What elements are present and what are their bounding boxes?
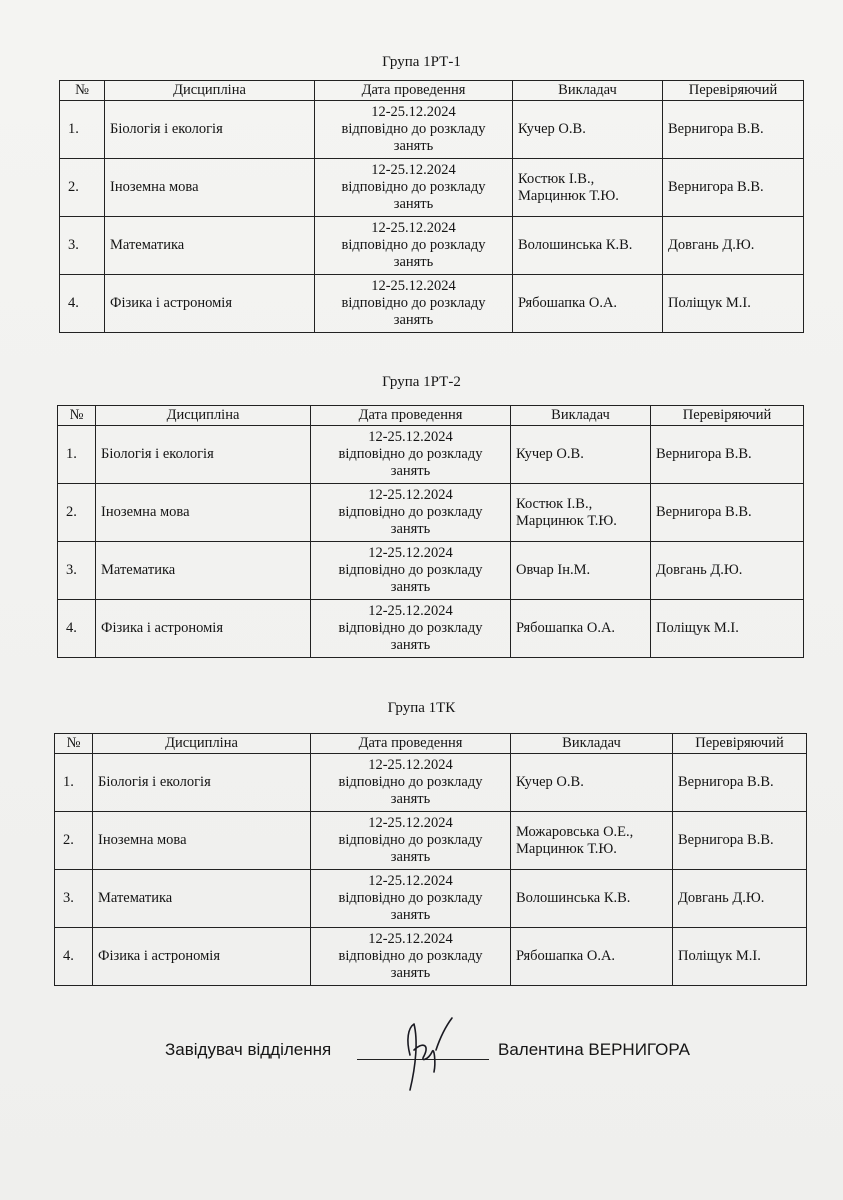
row-teacher <box>511 542 651 600</box>
row-teacher <box>511 426 651 484</box>
date-note: відповідно до розкладу <box>338 562 483 578</box>
row-discipline: Фізика і астрономія <box>93 928 311 986</box>
table-row <box>60 217 804 275</box>
row-checker: Довгань Д.Ю. <box>663 217 804 275</box>
row-num: 4. <box>55 928 93 986</box>
row-discipline: Математика <box>105 217 315 275</box>
date-note: відповідно до розкладу <box>341 295 486 311</box>
date-note-end: занять <box>390 637 431 653</box>
row-checker: Довгань Д.Ю. <box>651 542 804 600</box>
row-date <box>315 217 513 275</box>
table-row <box>60 101 804 159</box>
date-note-end: занять <box>393 196 434 212</box>
row-num: 1. <box>60 101 105 159</box>
table-header-row <box>58 406 804 426</box>
row-date <box>311 542 511 600</box>
table-row <box>58 542 804 600</box>
row-checker: Довгань Д.Ю. <box>673 870 807 928</box>
handwritten-signature <box>380 1010 470 1100</box>
date-range: 12-25.12.2024 <box>371 104 456 120</box>
group-title-1rt1: Група 1РТ-1 <box>382 54 461 70</box>
row-checker: Вернигора В.В. <box>673 754 807 812</box>
table-row <box>58 426 804 484</box>
date-note-end: занять <box>393 138 434 154</box>
header-teacher: Викладач <box>511 406 651 426</box>
row-num: 2. <box>60 159 105 217</box>
row-date <box>311 484 511 542</box>
date-note: відповідно до розкладу <box>341 237 486 253</box>
row-discipline: Біологія і екологія <box>93 754 311 812</box>
row-discipline: Математика <box>93 870 311 928</box>
date-note: відповідно до розкладу <box>338 774 483 790</box>
table-row <box>55 870 807 928</box>
row-teacher <box>511 870 673 928</box>
table-row <box>58 600 804 658</box>
row-teacher <box>513 159 663 217</box>
date-note-end: занять <box>390 579 431 595</box>
schedule-table-1tk <box>54 733 807 986</box>
row-discipline: Біологія і екологія <box>96 426 311 484</box>
row-checker: Поліщук М.І. <box>673 928 807 986</box>
table-row <box>55 812 807 870</box>
header-num: № <box>60 81 105 101</box>
teacher-name-2: Марцинюк Т.Ю. <box>518 187 619 204</box>
table-row <box>55 754 807 812</box>
header-date: Дата проведення <box>311 734 511 754</box>
header-date: Дата проведення <box>315 81 513 101</box>
signer-role: Завідувач відділення <box>165 1040 332 1059</box>
table-row <box>55 928 807 986</box>
row-num: 1. <box>58 426 96 484</box>
date-note: відповідно до розкладу <box>338 620 483 636</box>
row-date <box>311 754 511 812</box>
teacher-name: Можаровська О.Е., <box>516 823 634 840</box>
teacher-name: Кучер О.В. <box>518 121 586 137</box>
row-date <box>315 159 513 217</box>
header-checker: Перевіряючий <box>651 406 804 426</box>
date-note: відповідно до розкладу <box>341 179 486 195</box>
date-range: 12-25.12.2024 <box>368 429 453 445</box>
header-discipline: Дисципліна <box>93 734 311 754</box>
row-checker: Поліщук М.І. <box>663 275 804 333</box>
teacher-name-2: Марцинюк Т.Ю. <box>516 840 617 857</box>
date-note: відповідно до розкладу <box>338 832 483 848</box>
teacher-name: Волошинська К.В. <box>518 237 633 253</box>
row-teacher <box>511 600 651 658</box>
header-teacher: Викладач <box>511 734 673 754</box>
row-discipline: Фізика і астрономія <box>105 275 315 333</box>
row-checker: Вернигора В.В. <box>673 812 807 870</box>
date-range: 12-25.12.2024 <box>368 815 453 831</box>
row-num: 4. <box>58 600 96 658</box>
row-teacher <box>513 217 663 275</box>
row-num: 1. <box>55 754 93 812</box>
row-discipline: Фізика і астрономія <box>96 600 311 658</box>
row-checker: Вернигора В.В. <box>663 101 804 159</box>
signer-name: Валентина ВЕРНИГОРА <box>498 1040 690 1059</box>
group-title-1tk: Група 1ТК <box>387 700 456 716</box>
row-discipline: Біологія і екологія <box>105 101 315 159</box>
date-note-end: занять <box>390 849 431 865</box>
row-num: 2. <box>55 812 93 870</box>
date-note-end: занять <box>390 791 431 807</box>
row-discipline: Іноземна мова <box>93 812 311 870</box>
date-note-end: занять <box>393 254 434 270</box>
date-range: 12-25.12.2024 <box>368 931 453 947</box>
row-date <box>315 275 513 333</box>
header-discipline: Дисципліна <box>105 81 315 101</box>
teacher-name: Кучер О.В. <box>516 774 584 790</box>
row-checker: Вернигора В.В. <box>663 159 804 217</box>
teacher-name: Рябошапка О.А. <box>516 620 616 636</box>
teacher-name: Костюк І.В., <box>518 170 595 187</box>
header-teacher: Викладач <box>513 81 663 101</box>
schedule-table-1rt2 <box>57 405 804 658</box>
row-teacher <box>511 812 673 870</box>
row-date <box>311 812 511 870</box>
date-range: 12-25.12.2024 <box>368 545 453 561</box>
row-num: 3. <box>58 542 96 600</box>
date-range: 12-25.12.2024 <box>368 873 453 889</box>
row-date <box>311 870 511 928</box>
row-date <box>311 600 511 658</box>
date-note: відповідно до розкладу <box>338 890 483 906</box>
row-date <box>315 101 513 159</box>
date-note: відповідно до розкладу <box>338 504 483 520</box>
row-discipline: Іноземна мова <box>96 484 311 542</box>
row-teacher <box>513 101 663 159</box>
row-checker: Вернигора В.В. <box>651 426 804 484</box>
header-date: Дата проведення <box>311 406 511 426</box>
row-teacher <box>511 754 673 812</box>
date-note-end: занять <box>390 521 431 537</box>
row-num: 4. <box>60 275 105 333</box>
table-row <box>60 159 804 217</box>
row-discipline: Математика <box>96 542 311 600</box>
date-range: 12-25.12.2024 <box>368 487 453 503</box>
header-num: № <box>55 734 93 754</box>
table-header-row <box>60 81 804 101</box>
row-num: 3. <box>60 217 105 275</box>
date-range: 12-25.12.2024 <box>371 220 456 236</box>
teacher-name: Рябошапка О.А. <box>518 295 618 311</box>
row-checker: Поліщук М.І. <box>651 600 804 658</box>
teacher-name: Костюк І.В., <box>516 495 593 512</box>
teacher-name: Овчар Ін.М. <box>516 562 591 578</box>
row-teacher <box>511 484 651 542</box>
teacher-name: Волошинська К.В. <box>516 890 631 906</box>
date-range: 12-25.12.2024 <box>368 757 453 773</box>
row-checker: Вернигора В.В. <box>651 484 804 542</box>
row-teacher <box>513 275 663 333</box>
date-range: 12-25.12.2024 <box>368 603 453 619</box>
header-discipline: Дисципліна <box>96 406 311 426</box>
table-row <box>60 275 804 333</box>
date-range: 12-25.12.2024 <box>371 162 456 178</box>
header-num: № <box>58 406 96 426</box>
date-range: 12-25.12.2024 <box>371 278 456 294</box>
date-note-end: занять <box>393 312 434 328</box>
date-note-end: занять <box>390 965 431 981</box>
row-teacher <box>511 928 673 986</box>
teacher-name-2: Марцинюк Т.Ю. <box>516 512 617 529</box>
table-header-row <box>55 734 807 754</box>
row-num: 2. <box>58 484 96 542</box>
teacher-name: Рябошапка О.А. <box>516 948 616 964</box>
date-note-end: занять <box>390 907 431 923</box>
teacher-name: Кучер О.В. <box>516 446 584 462</box>
table-row <box>58 484 804 542</box>
date-note: відповідно до розкладу <box>338 446 483 462</box>
group-title-1rt2: Група 1РТ-2 <box>382 374 461 390</box>
header-checker: Перевіряючий <box>663 81 804 101</box>
schedule-table-1rt1 <box>59 80 804 333</box>
date-note: відповідно до розкладу <box>341 121 486 137</box>
date-note-end: занять <box>390 463 431 479</box>
date-note: відповідно до розкладу <box>338 948 483 964</box>
header-checker: Перевіряючий <box>673 734 807 754</box>
row-discipline: Іноземна мова <box>105 159 315 217</box>
row-num: 3. <box>55 870 93 928</box>
row-date <box>311 426 511 484</box>
row-date <box>311 928 511 986</box>
